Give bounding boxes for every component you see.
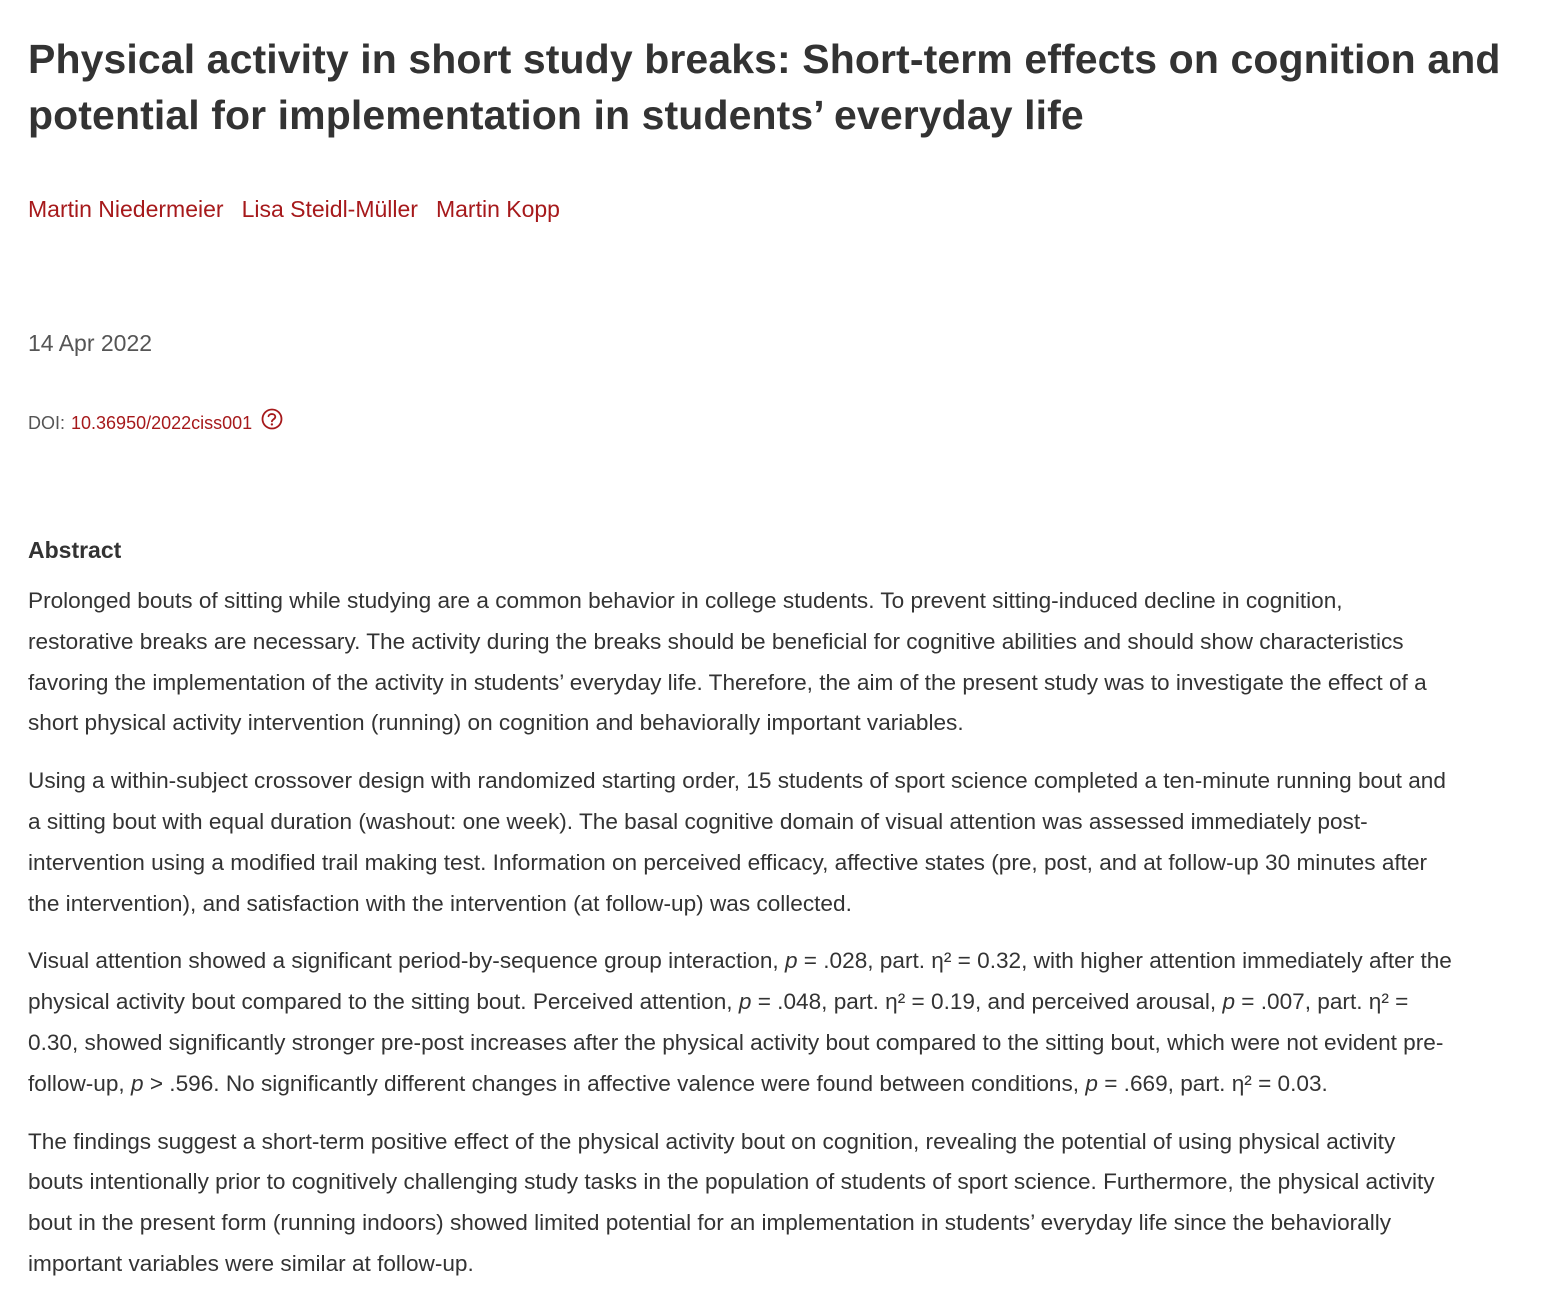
publication-date: 14 Apr 2022 — [28, 330, 153, 356]
abstract-paragraph: Visual attention showed a significant period-by-sequence group interaction, p = .028, part. η² = 0.32, with higher attention immediately after the physical activity bout compared to the sitting bout. Perceived attention, p = .048, part. η² = 0.19, and perceived arousal, p = .007, part. η² = 0.30, showed significantly stronger pre-post increases after the physical activity bout compared to the sitting bout, which were not evident pre- follow-up, p > .596. No significantly different changes in affective valence were found between conditions, p = .669, part. η² = 0.03. — [28, 948, 1452, 1096]
author-list — [28, 195, 1558, 223]
abstract-body — [28, 581, 1558, 1285]
author-link[interactable]: Martin Kopp — [435, 196, 560, 222]
doi-row — [28, 411, 1558, 435]
abstract-paragraph: The findings suggest a short-term positive effect of the physical activity bout on cognition, revealing the potential of using physical activity bouts intentionally prior to cognitively challenging study tasks in the population of students of sport science. Furthermore, the physical activity bout in the present form (running indoors) showed limited potential for an implementation in students’ everyday life since the behaviorally important variables were similar at follow-up. — [28, 1128, 1435, 1276]
doi-link[interactable]: 10.36950/2022ciss001 — [71, 413, 253, 433]
abstract-paragraph: Using a within-subject crossover design with randomized starting order, 15 students of sport science completed a ten-minute running bout and a sitting bout with equal duration (washout: one week). The basal cognitive domain of visual attention was assessed immediately post- intervention using a modified trail making test. Information on perceived efficacy, affective states (pre, post, and at follow-up 30 minutes after the intervention), and satisfaction with the intervention (at follow-up) was collected. — [28, 768, 1446, 916]
doi-label: DOI: — [28, 413, 66, 433]
crossmark-icon[interactable] — [261, 408, 283, 430]
author-link[interactable]: Martin Niedermeier — [28, 196, 224, 222]
abstract-heading: Abstract — [28, 537, 122, 563]
author-link[interactable]: Lisa Steidl-Müller — [241, 196, 418, 222]
article-title: Physical activity in short study breaks: Short-term effects on cognition and potential for implementation in students’ everyday life — [28, 36, 1501, 138]
abstract-paragraph: Prolonged bouts of sitting while studying are a common behavior in college students. To prevent sitting-induced decline in cognition, restorative breaks are necessary. The activity during the breaks should be beneficial for cognitive abilities and should show characteristics favoring the implementation of the activity in students’ everyday life. Therefore, the aim of the present study was to investigate the effect of a short physical activity intervention (running) on cognition and behaviorally important variables. — [28, 588, 1427, 736]
